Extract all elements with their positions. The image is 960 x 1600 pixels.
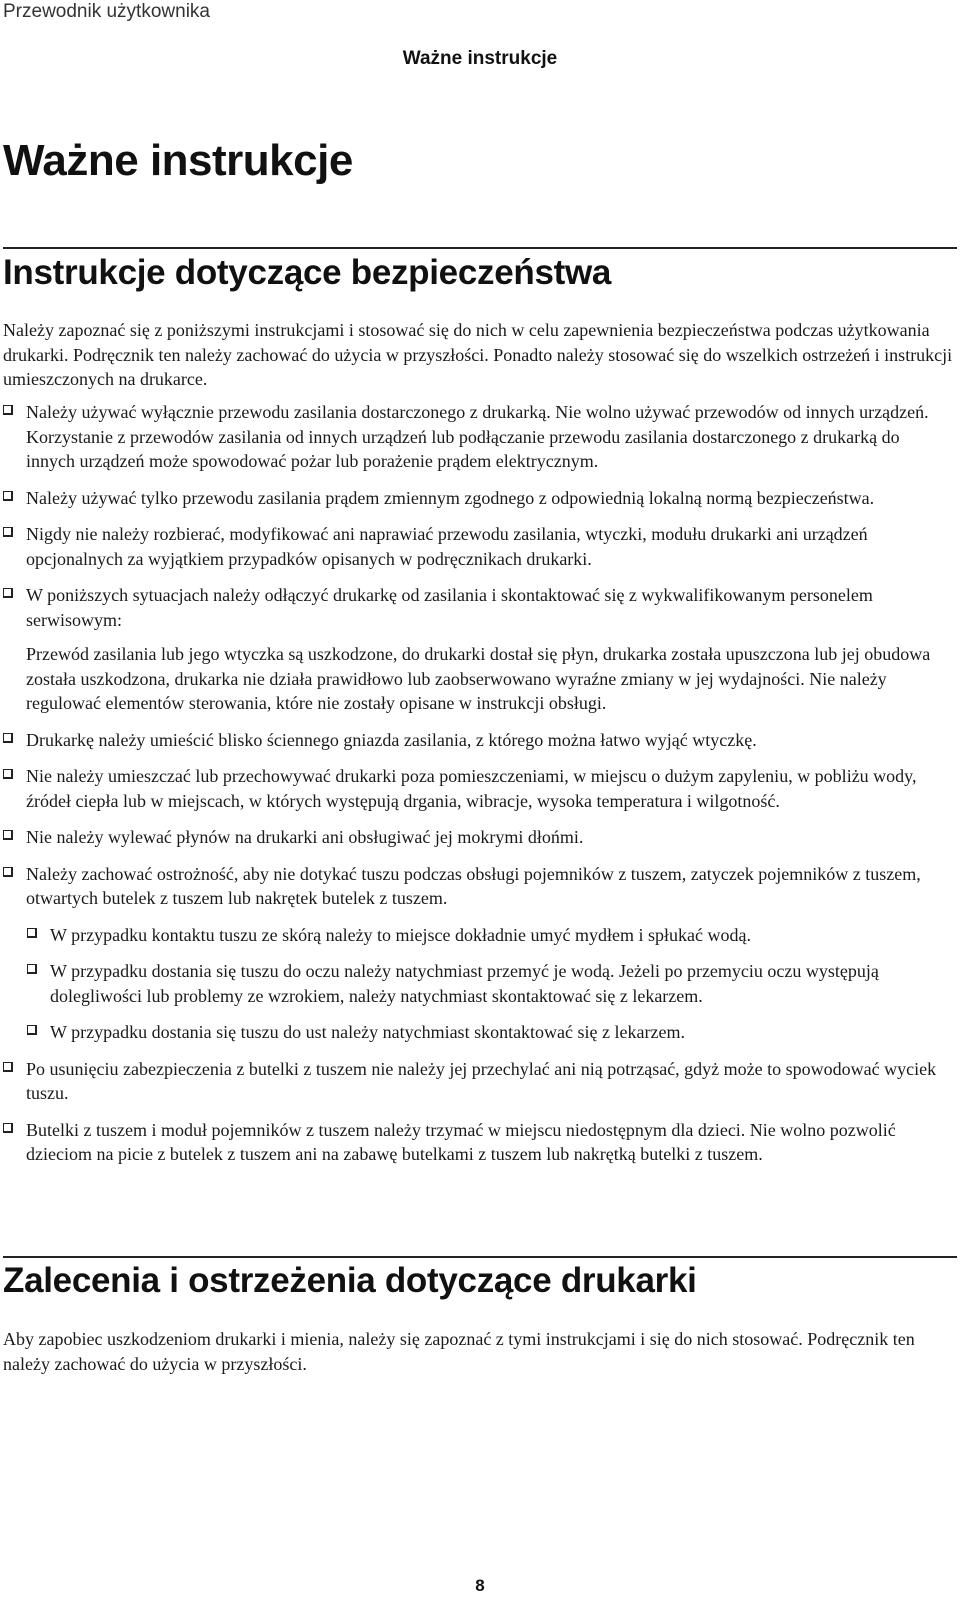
list-item: Należy używać tylko przewodu zasilania prądem zmiennym zgodnego z odpowiednią lokalną normą bezpieczeństwa. [3,486,953,511]
printer-heading: Zalecenia i ostrzeżenia dotyczące drukarki [3,1261,697,1300]
section-divider [3,1256,957,1258]
checkbox-bullet-icon [3,769,13,779]
checkbox-bullet-icon [3,1123,13,1133]
sub-list-item: W przypadku dostania się tuszu do ust należy natychmiast skontaktować się z lekarzem. [27,1020,953,1045]
running-section-title: Ważne instrukcje [402,48,558,69]
checkbox-bullet-icon [3,527,13,537]
list-item: Należy zachować ostrożność, aby nie dotykać tuszu podczas obsługi pojemników z tuszem, zatyczek pojemników z tuszem, otwartych butelek z tuszem lub nakrętek butelek z tuszem. [3,862,953,911]
list-item: Drukarkę należy umieścić blisko ściennego gniazda zasilania, z którego można łatwo wyjąć wtyczkę. [3,728,953,753]
page-title: Ważne instrukcje [3,136,353,185]
service-conditions: Przewód zasilania lub jego wtyczka są uszkodzone, do drukarki dostał się płyn, drukarka została upuszczona lub jej obudowa została uszkodzona, drukarka nie działa prawidłowo lub zaobserwowano wyraźne zmiany w jej wydajności. Nie należy regulować elementów sterowania, które nie zostały opisane w instrukcji obsługi. [26,644,931,713]
section-divider [3,247,957,249]
checkbox-bullet-icon [3,867,13,877]
checkbox-bullet-icon [27,964,37,974]
checkbox-bullet-icon [3,733,13,743]
list-item: Nie należy umieszczać lub przechowywać drukarki poza pomieszczeniami, w miejscu o dużym zapyleniu, w pobliżu wody, źródeł ciepła lub w miejscach, w których występują drgania, wibracje, wysoka temperatura i wilgotność. [3,764,953,813]
checkbox-bullet-icon [3,830,13,840]
list-item: Należy używać wyłącznie przewodu zasilania dostarczonego z drukarką. Nie wolno używać przewodów od innych urządzeń. Korzystanie z przewodów zasilania od innych urządzeń lub podłączanie przewodu zasilania dostarczonego z drukarką do innych urządzeń może spowodować pożar lub porażenie prądem elektrycznym. [3,400,953,474]
checkbox-bullet-icon [3,1062,13,1072]
checkbox-bullet-icon [3,588,13,598]
safety-intro: Należy zapoznać się z poniższymi instrukcjami i stosować się do nich w celu zapewnienia bezpieczeństwa podczas użytkowania drukarki. Podręcznik ten należy zachować do użycia w przyszłości. Ponadto należy stosować się do wszelkich ostrzeżeń i instrukcji umieszczonych na drukarce. [3,320,953,389]
list-item: Nie należy wylewać płynów na drukarki ani obsługiwać jej mokrymi dłońmi. [3,825,953,850]
list-item: Butelki z tuszem i moduł pojemników z tuszem należy trzymać w miejscu niedostępnym dla dzieci. Nie wolno pozwolić dzieciom na picie z butelek z tuszem ani na zabawę butelkami z tuszem lub nakrętką butelki z tuszem. [3,1118,953,1167]
sub-list-item: W przypadku dostania się tuszu do oczu należy natychmiast przemyć je wodą. Jeżeli po przemyciu oczu występują dolegliwości lub problemy ze wzrokiem, należy natychmiast skontaktować się z lekarzem. [27,959,953,1008]
checkbox-bullet-icon [27,1025,37,1035]
guide-title: Przewodnik użytkownika [3,1,210,22]
list-item: Po usunięciu zabezpieczenia z butelki z tuszem nie należy jej przechylać ani nią potrząsać, gdyż może to spowodować wyciek tuszu. [3,1057,953,1106]
list-item: Nigdy nie należy rozbierać, modyfikować ani naprawiać przewodu zasilania, wtyczki, modułu drukarki ani urządzeń opcjonalnych za wyjątkiem przypadków opisanych w podręcznikach drukarki. [3,522,953,571]
safety-heading: Instrukcje dotyczące bezpieczeństwa [3,253,612,292]
safety-list [3,400,953,1179]
printer-intro: Aby zapobiec uszkodzeniom drukarki i mienia, należy się zapoznać z tymi instrukcjami i się do nich stosować. Podręcznik ten należy zachować do użycia w przyszłości. [3,1329,915,1374]
checkbox-bullet-icon [3,405,13,415]
sub-list-item: W przypadku kontaktu tuszu ze skórą należy to miejsce dokładnie umyć mydłem i spłukać wodą. [27,923,953,948]
page-number: 8 [475,1576,485,1595]
checkbox-bullet-icon [27,928,37,938]
checkbox-bullet-icon [3,491,13,501]
list-item: W poniższych sytuacjach należy odłączyć drukarkę od zasilania i skontaktować się z wykwalifikowanym personelem serwisowym: [3,583,953,632]
